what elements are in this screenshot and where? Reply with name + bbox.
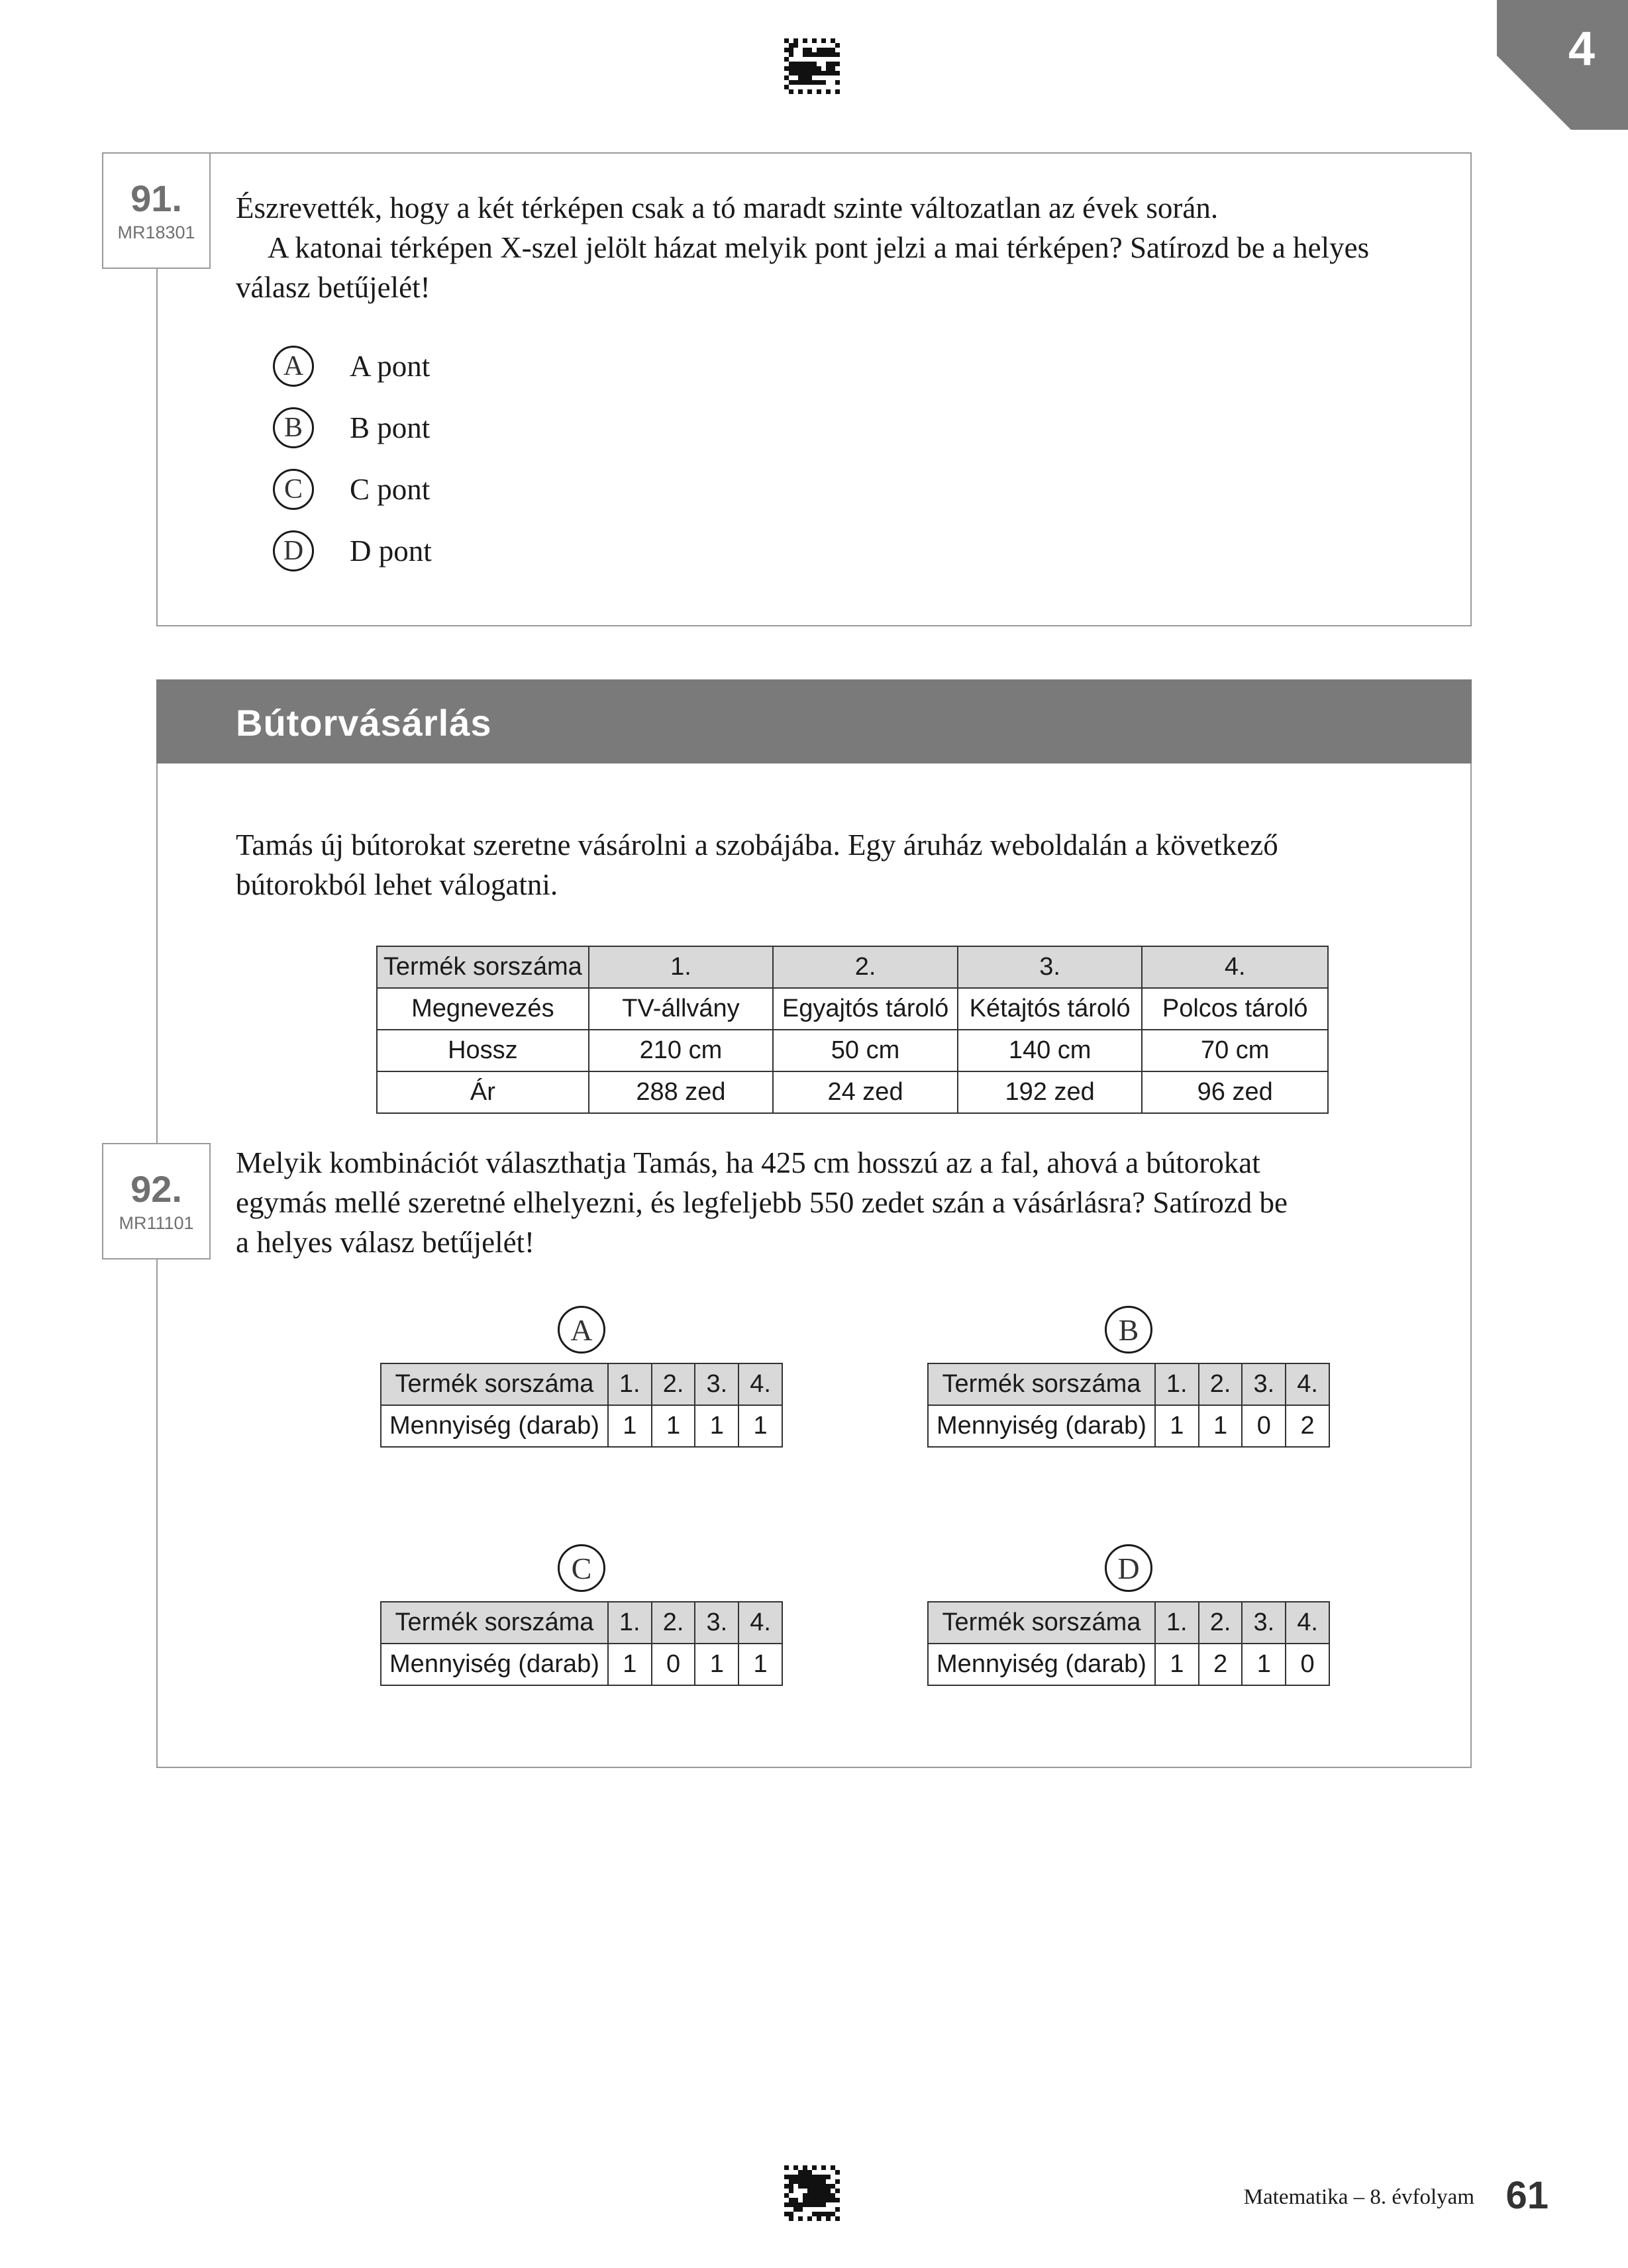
table-cell: 96 zed bbox=[1142, 1071, 1328, 1113]
table-cell: 1 bbox=[1199, 1405, 1243, 1447]
question-92-code: MR11101 bbox=[119, 1213, 194, 1233]
table-cell: 140 cm bbox=[958, 1030, 1143, 1071]
option-a-bubble[interactable]: A bbox=[273, 346, 314, 387]
product-table-header-row bbox=[377, 946, 1328, 988]
table-cell: Mennyiség (darab) bbox=[928, 1644, 1155, 1685]
table-header-cell: Termék sorszáma bbox=[377, 946, 589, 988]
q92-option-d-table bbox=[927, 1601, 1330, 1686]
table-row bbox=[377, 1071, 1328, 1113]
q91-option-d[interactable] bbox=[273, 528, 432, 574]
table-cell: 1 bbox=[652, 1405, 695, 1447]
table-header-cell: Termék sorszáma bbox=[381, 1363, 608, 1405]
table-cell: 1 bbox=[608, 1644, 652, 1685]
table-header-cell: Termék sorszáma bbox=[381, 1602, 608, 1644]
table-cell: 0 bbox=[1286, 1644, 1329, 1685]
table-cell: Polcos tároló bbox=[1142, 988, 1328, 1030]
table-cell: Egyajtós tároló bbox=[773, 988, 958, 1030]
table-header-cell: 3. bbox=[958, 946, 1143, 988]
table-cell: 1 bbox=[695, 1405, 738, 1447]
table-cell: Ár bbox=[377, 1071, 589, 1113]
table-cell: Mennyiség (darab) bbox=[928, 1405, 1155, 1447]
table-cell: Hossz bbox=[377, 1030, 589, 1071]
table-header-cell: 2. bbox=[652, 1363, 695, 1405]
table-cell: Megnevezés bbox=[377, 988, 589, 1030]
table-header-cell: 2. bbox=[652, 1602, 695, 1644]
table-header-cell: 4. bbox=[738, 1602, 782, 1644]
table-row bbox=[377, 1030, 1328, 1071]
table-cell: 1 bbox=[1155, 1405, 1199, 1447]
chapter-tab bbox=[1497, 0, 1628, 130]
table-header-cell: 1. bbox=[1155, 1363, 1199, 1405]
option-table-header-row bbox=[381, 1602, 782, 1644]
intro-line-2: bútorokból lehet válogatni. bbox=[236, 868, 558, 901]
page-number: 61 bbox=[1505, 2174, 1549, 2217]
table-row bbox=[928, 1405, 1329, 1447]
table-header-cell: 4. bbox=[738, 1363, 782, 1405]
table-cell: 1 bbox=[695, 1644, 738, 1685]
q92-option-c-table bbox=[380, 1601, 783, 1686]
q91-option-a[interactable] bbox=[273, 343, 430, 389]
table-row bbox=[928, 1644, 1329, 1685]
table-header-cell: 4. bbox=[1286, 1363, 1329, 1405]
question-91-line-2: A katonai térképen X-szel jelölt házat melyik pont jelzi a mai térképen? Satírozd be a helyes bbox=[268, 231, 1370, 264]
question-92-line-2: egymás mellé szeretné elhelyezni, és legfeljebb 550 zedet szán a vásárlásra? Satírozd be bbox=[236, 1186, 1288, 1219]
table-header-cell: 3. bbox=[695, 1602, 738, 1644]
q92-option-b-bubble[interactable]: B bbox=[1105, 1306, 1152, 1354]
table-header-cell: Termék sorszáma bbox=[928, 1602, 1155, 1644]
table-header-cell: 1. bbox=[608, 1602, 652, 1644]
q92-option-b-table bbox=[927, 1363, 1330, 1448]
product-table bbox=[376, 946, 1329, 1114]
qr-code-top bbox=[784, 38, 840, 94]
option-c-bubble[interactable]: C bbox=[273, 469, 314, 510]
table-cell: Mennyiség (darab) bbox=[381, 1644, 608, 1685]
question-92-text bbox=[236, 1143, 1461, 1262]
q91-option-c[interactable] bbox=[273, 466, 430, 513]
table-cell: Kétajtós tároló bbox=[958, 988, 1143, 1030]
table-row bbox=[381, 1644, 782, 1685]
table-header-cell: 4. bbox=[1142, 946, 1328, 988]
table-cell: 2 bbox=[1286, 1405, 1329, 1447]
table-cell: 192 zed bbox=[958, 1071, 1143, 1113]
question-92-line-1: Melyik kombinációt választhatja Tamás, ha 425 cm hosszú az a fal, ahová a bútorokat bbox=[236, 1146, 1260, 1179]
question-92-number-box bbox=[102, 1143, 211, 1259]
table-header-cell: 4. bbox=[1286, 1602, 1329, 1644]
question-92-line-3: a helyes válasz betűjelét! bbox=[236, 1226, 535, 1259]
question-92-number: 92. bbox=[130, 1168, 182, 1210]
footer-subject: Matematika – 8. évfolyam bbox=[1243, 2185, 1474, 2209]
option-b-bubble[interactable]: B bbox=[273, 407, 314, 448]
q92-option-a-bubble[interactable]: A bbox=[558, 1306, 605, 1354]
option-c-label: C pont bbox=[350, 473, 431, 506]
intro-line-1: Tamás új bútorokat szeretne vásárolni a szobájába. Egy áruház weboldalán a következő bbox=[236, 828, 1278, 862]
table-row bbox=[377, 988, 1328, 1030]
table-header-cell: 3. bbox=[1242, 1602, 1286, 1644]
q92-option-a-table bbox=[380, 1363, 783, 1448]
table-cell: 0 bbox=[652, 1644, 695, 1685]
table-cell: 1 bbox=[608, 1405, 652, 1447]
table-header-cell: 1. bbox=[589, 946, 774, 988]
table-cell: 50 cm bbox=[773, 1030, 958, 1071]
table-header-cell: 1. bbox=[1155, 1602, 1199, 1644]
table-header-cell: 3. bbox=[1242, 1363, 1286, 1405]
option-d-bubble[interactable]: D bbox=[273, 530, 314, 571]
table-cell: 1 bbox=[1242, 1644, 1286, 1685]
q92-option-c-bubble[interactable]: C bbox=[558, 1544, 605, 1592]
table-header-cell: 2. bbox=[1199, 1602, 1243, 1644]
table-cell: 0 bbox=[1242, 1405, 1286, 1447]
question-91-line-3: válasz betűjelét! bbox=[236, 271, 431, 304]
question-91-number: 91. bbox=[130, 177, 182, 219]
section-intro bbox=[236, 825, 1461, 905]
q92-option-d-bubble[interactable]: D bbox=[1105, 1544, 1152, 1592]
question-91-text bbox=[236, 188, 1461, 307]
question-91-code: MR18301 bbox=[117, 222, 195, 242]
table-cell: 2 bbox=[1199, 1644, 1243, 1685]
table-cell: 288 zed bbox=[589, 1071, 774, 1113]
question-91-line-1: Észrevették, hogy a két térképen csak a tó maradt szinte változatlan az évek során. bbox=[236, 191, 1219, 224]
option-b-label: B pont bbox=[350, 411, 431, 444]
table-header-cell: 1. bbox=[608, 1363, 652, 1405]
table-header-cell: 2. bbox=[1199, 1363, 1243, 1405]
table-header-cell: 2. bbox=[773, 946, 958, 988]
table-header-cell: Termék sorszáma bbox=[928, 1363, 1155, 1405]
option-table-header-row bbox=[928, 1363, 1329, 1405]
section-title: Bútorvásárlás bbox=[236, 702, 492, 744]
table-cell: 1 bbox=[738, 1405, 782, 1447]
option-table-header-row bbox=[928, 1602, 1329, 1644]
table-cell: Mennyiség (darab) bbox=[381, 1405, 608, 1447]
section-header bbox=[156, 679, 1472, 764]
table-cell: TV-állvány bbox=[589, 988, 774, 1030]
qr-code-bottom bbox=[784, 2165, 840, 2221]
table-cell: 1 bbox=[738, 1644, 782, 1685]
table-cell: 1 bbox=[1155, 1644, 1199, 1685]
question-91-number-box bbox=[102, 152, 211, 269]
q91-option-b[interactable] bbox=[273, 405, 430, 451]
table-row bbox=[381, 1405, 782, 1447]
option-a-label: A pont bbox=[350, 350, 431, 383]
option-d-label: D pont bbox=[350, 534, 432, 567]
table-cell: 24 zed bbox=[773, 1071, 958, 1113]
option-table-header-row bbox=[381, 1363, 782, 1405]
table-cell: 70 cm bbox=[1142, 1030, 1328, 1071]
table-header-cell: 3. bbox=[695, 1363, 738, 1405]
chapter-number: 4 bbox=[1568, 23, 1596, 75]
table-cell: 210 cm bbox=[589, 1030, 774, 1071]
